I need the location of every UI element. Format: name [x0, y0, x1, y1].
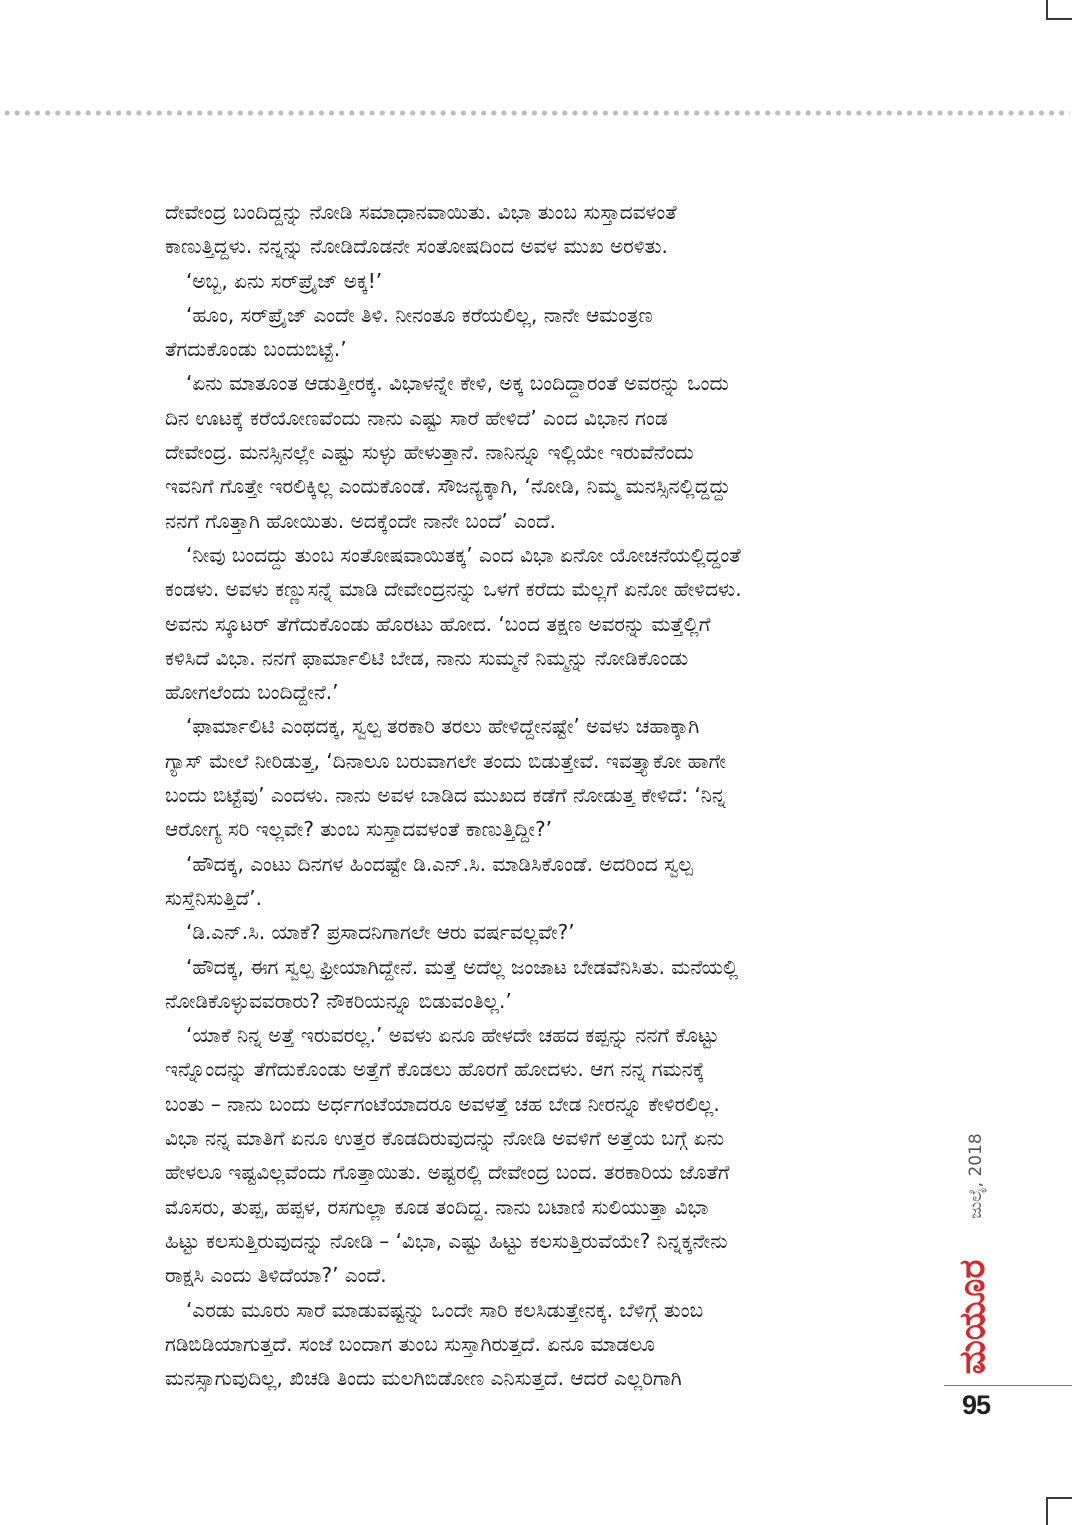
- text-line-content: ಗ್ಯಾಸ್ ಮೇಲೆ ನೀರಿಡುತ್ತ, ‘ದಿನಾಲೂ ಬರುವಾಗಲೇ ತಂದು ಬಿಡುತ್ತೇವೆ. ಇವತ್ತ್ಯಾಕೋ ಹಾಗೇ: [165, 748, 726, 773]
- text-line: [165, 709, 940, 743]
- text-line-content: ತೆಗದುಕೊಂಡು ಬಂದುಬಿಟ್ಟೆ.’: [165, 337, 347, 362]
- text-line: [165, 401, 940, 435]
- text-line: [165, 847, 940, 881]
- text-line: [165, 950, 940, 984]
- text-line: [165, 1258, 940, 1292]
- text-line: [165, 229, 940, 263]
- text-line: [165, 1327, 940, 1361]
- paragraph: [165, 538, 940, 709]
- text-line-content: ಬಂದು ಬಿಟ್ಟೆವು’ ಎಂದಳು. ನಾನು ಅವಳ ಬಾಡಿದ ಮುಖದ ಕಡೆಗೆ ನೋಡುತ್ತ ಕೇಳಿದೆ: ‘ನಿನ್ನ: [165, 783, 726, 808]
- crop-mark-top-right: [1046, 0, 1048, 19]
- text-line: [165, 915, 940, 949]
- text-line: [165, 504, 940, 538]
- text-line-content: ‘ಅಬ್ಬ, ಏನು ಸರ್‌ಪ್ರೈಜ್ ಅಕ್ಕ!’: [186, 268, 383, 293]
- text-line-content: ಹೇಳಲೂ ಇಷ್ಟವಿಲ್ಲವೆಂದು ಗೊತ್ತಾಯಿತು. ಅಷ್ಟರಲ್ಲಿ ದೇವೇಂದ್ರ ಬಂದ. ತರಕಾರಿಯ ಜೊತೆಗೆ: [165, 1160, 730, 1185]
- paragraph: [165, 1293, 940, 1396]
- text-line-content: ಆರೋಗ್ಯ ಸರಿ ಇಲ್ಲವೇ? ತುಂಬ ಸುಸ್ತಾದವಳಂತೆ ಕಾಣುತ್ತಿದ್ದೀ?’: [165, 817, 552, 842]
- text-line: [165, 984, 940, 1018]
- text-line-content: ಹೋಗಲೆಂದು ಬಂದಿದ್ದೇನೆ.’: [165, 680, 339, 705]
- paragraph: [165, 1018, 940, 1292]
- issue-date: ಜುಲೈ, 2018: [966, 1133, 986, 1219]
- text-line-content: ಗಡಿಬಿಡಿಯಾಗುತ್ತದೆ. ಸಂಜೆ ಬಂದಾಗ ತುಂಬ ಸುಸ್ತಾಗಿರುತ್ತದೆ. ಏನೂ ಮಾಡಲೂ: [165, 1331, 655, 1356]
- paragraph: [165, 950, 940, 1019]
- dotted-separator: [2, 110, 1070, 116]
- paragraph: [165, 915, 940, 949]
- text-line: [165, 572, 940, 606]
- crop-mark-bottom-right: [1046, 1497, 1048, 1525]
- text-line-content: ವಿಭಾ ನನ್ನ ಮಾತಿಗೆ ಏನೂ ಉತ್ತರ ಕೊಡದಿರುವುದನ್ನು ನೋಡಿ ಅವಳಿಗೆ ಅತ್ತೆಯ ಬಗ್ಗೆ ಏನು: [165, 1126, 725, 1151]
- text-line-content: ಇವನಿಗೆ ಗೊತ್ತೇ ಇರಲಿಕ್ಕಿಲ್ಲ ಎಂದುಕೊಂಡೆ. ಸೌಜನ್ಯಕ್ಕಾಗಿ, ‘ನೋಡಿ, ನಿಮ್ಮ ಮನಸ್ಸಿನಲ್ಲಿದ್ದದ್ದು: [165, 474, 731, 499]
- text-line-content: ‘ಯಾಕೆ ನಿನ್ನ ಅತ್ತೆ ಇರುವರಲ್ಲ.’ ಅವಳು ಏನೂ ಹೇಳದೇ ಚಹದ ಕಪ್ಪನ್ನು ನನಗೆ ಕೊಟ್ಟು: [186, 1023, 719, 1048]
- text-line-content: ‘ಡಿ.ಎನ್.ಸಿ. ಯಾಕೆ? ಪ್ರಸಾದನಿಗಾಗಲೇ ಆರು ವರ್ಷವಲ್ಲವೇ?’: [186, 920, 575, 945]
- text-line: [165, 1293, 940, 1327]
- text-line: [165, 195, 940, 229]
- text-line-content: ‘ಹೂಂ, ಸರ್‌ಪ್ರೈಜ್ ಎಂದೇ ತಿಳಿ. ನೀನಂತೂ ಕರೆಯಲಿಲ್ಲ, ನಾನೇ ಆಮಂತ್ರಣ: [186, 302, 653, 327]
- text-line-content: ದಿನ ಊಟಕ್ಕೆ ಕರೆಯೋಣವೆಂದು ನಾನು ಎಷ್ಟು ಸಾರೆ ಹೇಳಿದೆ’ ಎಂದ ವಿಭಾನ ಗಂಡ: [165, 405, 668, 430]
- page-number: 95: [962, 1390, 991, 1420]
- text-line-content: ನನಗೆ ಗೊತ್ತಾಗಿ ಹೋಯಿತು. ಅದಕ್ಕೆಂದೇ ನಾನೇ ಬಂದೆ’ ಎಂದೆ.: [165, 508, 556, 533]
- story-body: [165, 195, 940, 1395]
- text-line-content: ದೇವೇಂದ್ರ. ಮನಸ್ಸಿನಲ್ಲೇ ಎಷ್ಟು ಸುಳ್ಳು ಹೇಳುತ್ತಾನೆ. ನಾನಿನ್ನೂ ಇಲ್ಲಿಯೇ ಇರುವೆನೆಂದು: [165, 440, 694, 465]
- text-line-content: ‘ಹೌದಕ್ಕ, ಈಗ ಸ್ವಲ್ಪ ಫ್ರೀಯಾಗಿದ್ದೇನೆ. ಮತ್ತೆ ಅದೆಲ್ಲ ಜಂಜಾಟ ಬೇಡವೆನಿಸಿತು. ಮನೆಯಲ್ಲಿ: [186, 954, 739, 979]
- text-line: [165, 778, 940, 812]
- text-line-content: ‘ನೀವು ಬಂದದ್ದು ತುಂಬ ಸಂತೋಷವಾಯಿತಕ್ಕ’ ಎಂದ ವಿಭಾ ಏನೋ ಯೋಚನೆಯಲ್ಲಿದ್ದಂತೆ: [186, 542, 741, 567]
- text-line: [165, 1052, 940, 1086]
- text-line: [165, 538, 940, 572]
- text-line: [165, 298, 940, 332]
- paragraph: [165, 264, 940, 298]
- text-line: [165, 1018, 940, 1052]
- text-line: [165, 607, 940, 641]
- text-line-content: ಮನಸ್ಸಾಗುವುದಿಲ್ಲ, ಖಿಚಡಿ ತಿಂದು ಮಲಗಿಬಿಡೋಣ ಎನಿಸುತ್ತದೆ. ಆದರೆ ಎಲ್ಲರಿಗಾಗಿ: [165, 1366, 682, 1391]
- text-line: [165, 1087, 940, 1121]
- text-line: [165, 675, 940, 709]
- text-line: [165, 366, 940, 400]
- text-line-content: ಸುಸ್ತೆನಿಸುತ್ತಿದೆ’.: [165, 885, 262, 910]
- text-line-content: ‘ಹೌದಕ್ಕ, ಎಂಟು ದಿನಗಳ ಹಿಂದಷ್ಟೇ ಡಿ.ಎನ್.ಸಿ. ಮಾಡಿಸಿಕೊಂಡೆ. ಅದರಿಂದ ಸ್ವಲ್ಪ: [186, 851, 693, 876]
- paragraph: [165, 847, 940, 916]
- paragraph: [165, 195, 940, 264]
- text-line: [165, 435, 940, 469]
- paragraph: [165, 298, 940, 367]
- crop-mark-top-right: [1046, 18, 1072, 20]
- text-line-content: ದೇವೇಂದ್ರ ಬಂದಿದ್ದನ್ನು ನೋಡಿ ಸಮಾಧಾನವಾಯಿತು. ವಿಭಾ ತುಂಬ ಸುಸ್ತಾದವಳಂತೆ: [165, 200, 677, 224]
- text-line: [165, 469, 940, 503]
- paragraph: [165, 709, 940, 846]
- text-line-content: ಮೊಸರು, ತುಪ್ಪ, ಹಪ್ಪಳ, ರಸಗುಲ್ಲಾ ಕೂಡ ತಂದಿದ್ದ. ನಾನು ಬಟಾಣಿ ಸುಲಿಯುತ್ತಾ ವಿಭಾ: [165, 1194, 709, 1219]
- text-line: [165, 641, 940, 675]
- paragraph: [165, 366, 940, 537]
- text-line: [165, 332, 940, 366]
- text-line-content: ಕಾಣುತ್ತಿದ್ದಳು. ನನ್ನನ್ನು ನೋಡಿದೊಡನೇ ಸಂತೋಷದಿಂದ ಅವಳ ಮುಖ ಅರಳಿತು.: [165, 234, 668, 259]
- text-line-content: ಕಳಿಸಿದೆ ವಿಭಾ. ನನಗೆ ಫಾರ್ಮಾಲಿಟಿ ಬೇಡ, ನಾನು ಸುಮ್ಮನೆ ನಿಮ್ಮನ್ನು ನೋಡಿಕೊಂಡು: [165, 645, 689, 670]
- text-line: [165, 881, 940, 915]
- page-number-rule: [944, 1385, 1072, 1386]
- text-line: [165, 1155, 940, 1189]
- text-line-content: ‘ಎರಡು ಮೂರು ಸಾರೆ ಮಾಡುವಷ್ಟನ್ನು ಒಂದೇ ಸಾರಿ ಕಲಸಿಡುತ್ತೇನಕ್ಕ. ಬೆಳಿಗ್ಗೆ ತುಂಬ: [186, 1297, 704, 1322]
- text-line-content: ‘ಏನು ಮಾತೂಂತ ಆಡುತ್ತೀರಕ್ಕ. ವಿಭಾಳನ್ನೇ ಕೇಳಿ, ಅಕ್ಕ ಬಂದಿದ್ದಾರಂತೆ ಅವರನ್ನು ಒಂದು: [186, 371, 729, 396]
- text-line: [165, 812, 940, 846]
- crop-mark-bottom-right: [1046, 1497, 1072, 1499]
- text-line-content: ಅವನು ಸ್ಕೂಟರ್ ತೆಗೆದುಕೊಂಡು ಹೊರಟು ಹೋದ. ‘ಬಂದ ತಕ್ಷಣ ಅವರನ್ನು ಮತ್ತೆಲ್ಲಿಗೆ: [165, 611, 711, 636]
- text-line-content: ನೋಡಿಕೊಳ್ಳುವವರಾರು? ನೌಕರಿಯನ್ನೂ ಬಿಡುವಂತಿಲ್ಲ.’: [165, 988, 512, 1013]
- text-line-content: ರಾಕ್ಷಸಿ ಎಂದು ತಿಳಿದೆಯಾ?’ ಎಂದೆ.: [165, 1263, 387, 1288]
- text-line: [165, 1190, 940, 1224]
- text-line: [165, 1361, 940, 1395]
- text-line-content: ಹಿಟ್ಟು ಕಲಸುತ್ತಿರುವುದನ್ನು ನೋಡಿ – ‘ವಿಭಾ, ಎಷ್ಟು ಹಿಟ್ಟು ಕಲಸುತ್ತಿರುವೆಯೇ? ನಿನ್ನಕ್ಕನೇನು: [165, 1228, 728, 1253]
- text-line-content: ಬಂತು – ನಾನು ಬಂದು ಅರ್ಧಗಂಟೆಯಾದರೂ ಅವಳತ್ತೆ ಚಹ ಬೇಡ ನೀರನ್ನೂ ಕೇಳಿರಲಿಲ್ಲ.: [165, 1091, 720, 1116]
- text-line: [165, 264, 940, 298]
- text-line-content: ಕಂಡಳು. ಅವಳು ಕಣ್ಣುಸನ್ನೆ ಮಾಡಿ ದೇವೇಂದ್ರನನ್ನು ಒಳಗೆ ಕರೆದು ಮೆಲ್ಲಗೆ ಏನೋ ಹೇಳಿದಳು.: [165, 577, 742, 602]
- text-line-content: ‘ಫಾರ್ಮಾಲಿಟಿ ಎಂಥದಕ್ಕ, ಸ್ವಲ್ಪ ತರಕಾರಿ ತರಲು ಹೇಳಿದ್ದೇನಷ್ಟೇ’ ಅವಳು ಚಹಾಕ್ಕಾಗಿ: [186, 714, 700, 739]
- text-line-content: ಇನ್ನೊಂದನ್ನು ತೆಗೆದುಕೊಂಡು ಅತ್ತೆಗೆ ಕೊಡಲು ಹೊರಗೆ ಹೋದಳು. ಆಗ ನನ್ನ ಗಮನಕ್ಕೆ: [165, 1057, 705, 1082]
- text-line: [165, 744, 940, 778]
- magazine-logo: ಮಯೂರ: [952, 1259, 993, 1375]
- text-line: [165, 1121, 940, 1155]
- text-line: [165, 1224, 940, 1258]
